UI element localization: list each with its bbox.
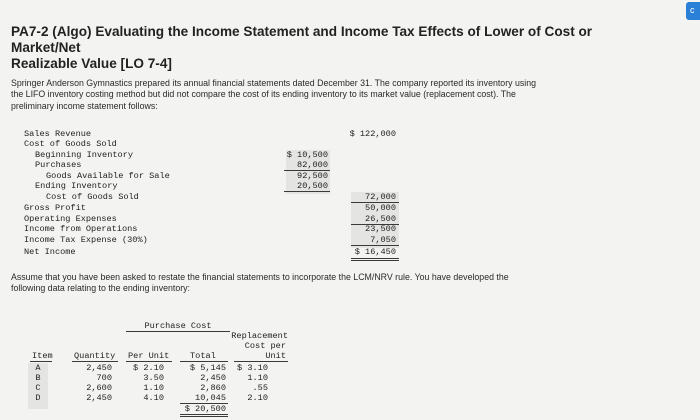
operating-expenses-label: Operating Expenses	[24, 214, 117, 224]
gross-profit-value: 50,000	[365, 203, 396, 213]
table-row-item: B	[35, 373, 41, 383]
sales-value: $ 122,000	[349, 129, 396, 139]
ending-inventory-value: 20,500	[297, 181, 328, 191]
income-from-operations-value: 23,500	[365, 224, 396, 234]
table-row-replacement: $ 3.10	[237, 363, 268, 373]
goods-available-value: 92,500	[297, 171, 328, 181]
table-row-item: C	[35, 383, 41, 393]
net-income-label: Net Income	[24, 247, 76, 257]
purchases-value: 82,000	[297, 160, 328, 170]
income-tax-value: 7,050	[370, 235, 396, 245]
gross-profit-label: Gross Profit	[24, 203, 86, 213]
purchase-cost-rule	[126, 331, 230, 332]
problem-title	[11, 24, 651, 72]
beginning-inventory-value: $ 10,500	[286, 150, 328, 160]
table-row-per-unit: 1.10	[143, 383, 164, 393]
income-tax-label: Income Tax Expense (30%)	[24, 235, 148, 245]
rule-per-unit	[126, 361, 172, 362]
cogs-label: Cost of Goods Sold	[24, 139, 117, 149]
intro-paragraph	[11, 78, 661, 112]
col-per-unit-header: Per Unit	[128, 351, 170, 361]
table-row-per-unit: $ 2.10	[133, 363, 164, 373]
table-row-total: $ 5,145	[189, 363, 226, 373]
assume-line-1: Assume that you have been asked to restate the financial statements to incorporate the LCM/NRV rule. You have developed the	[11, 272, 509, 282]
intro-line-1: Springer Anderson Gymnastics prepared its annual financial statements dated December 31. The company reported its inventory using	[11, 78, 537, 88]
sales-label: Sales Revenue	[24, 129, 92, 139]
rule-grand-total-2	[180, 416, 228, 417]
rule-grand-total-1	[180, 414, 228, 415]
net-income-value: $ 16,450	[354, 247, 396, 257]
operating-expenses-value: 26,500	[365, 214, 396, 224]
cogs-total-label: Cost of Goods Sold	[46, 192, 139, 202]
replacement-header-1: Replacement	[231, 331, 288, 341]
rule-item	[30, 361, 52, 362]
ending-inventory-label: Ending Inventory	[35, 181, 118, 191]
assume-line-2: following data relating to the ending inventory:	[11, 283, 190, 294]
table-row-quantity: 2,450	[86, 363, 112, 373]
table-row-total: 10,045	[195, 393, 226, 403]
purchases-label: Purchases	[35, 160, 82, 170]
col-total-header: Total	[190, 351, 216, 361]
table-row-item: A	[35, 363, 41, 373]
replacement-header-3: Unit	[265, 351, 286, 361]
col-item-header: Item	[32, 351, 53, 361]
side-tab-glyph: c	[690, 5, 695, 15]
table-row-per-unit: 4.10	[143, 393, 164, 403]
rule-net-2	[351, 260, 399, 261]
rule-quantity	[72, 361, 118, 362]
grand-total-value: $ 20,500	[184, 404, 226, 414]
rule-total	[180, 361, 228, 362]
purchase-cost-header: Purchase Cost	[144, 321, 212, 331]
table-row-quantity: 700	[96, 373, 112, 383]
table-row-total: 2,860	[200, 383, 226, 393]
replacement-header-2: Cost per	[244, 341, 286, 351]
beginning-inventory-label: Beginning Inventory	[35, 150, 133, 160]
table-row-per-unit: 3.50	[143, 373, 164, 383]
title-line-2: Realizable Value [LO 7-4]	[11, 56, 172, 71]
side-tab[interactable]	[686, 2, 700, 20]
rule-tax	[351, 245, 399, 246]
cogs-total-value: 72,000	[365, 192, 396, 202]
intro-line-2: the LIFO inventory costing method but did not compare the cost of its ending inventory to its market value (replacement cost). The	[11, 89, 516, 100]
col-quantity-header: Quantity	[74, 351, 116, 361]
table-row-item: D	[35, 393, 41, 403]
table-row-quantity: 2,600	[86, 383, 112, 393]
goods-available-label: Goods Available for Sale	[46, 171, 170, 181]
table-row-total: 2,450	[200, 373, 226, 383]
table-row-replacement: 1.10	[247, 373, 268, 383]
rule-net-1	[351, 258, 399, 259]
table-row-quantity: 2,450	[86, 393, 112, 403]
title-line-1: PA7-2 (Algo) Evaluating the Income Statement and Income Tax Effects of Lower of Cost or Market/Net	[11, 24, 593, 55]
table-row-replacement: 2.10	[247, 393, 268, 403]
assume-paragraph	[11, 272, 661, 295]
rule-replacement	[234, 361, 288, 362]
rule-ending-inventory	[284, 191, 330, 192]
table-row-replacement: .55	[252, 383, 268, 393]
income-from-operations-label: Income from Operations	[24, 224, 138, 234]
intro-line-3: preliminary income statement follows:	[11, 100, 158, 111]
